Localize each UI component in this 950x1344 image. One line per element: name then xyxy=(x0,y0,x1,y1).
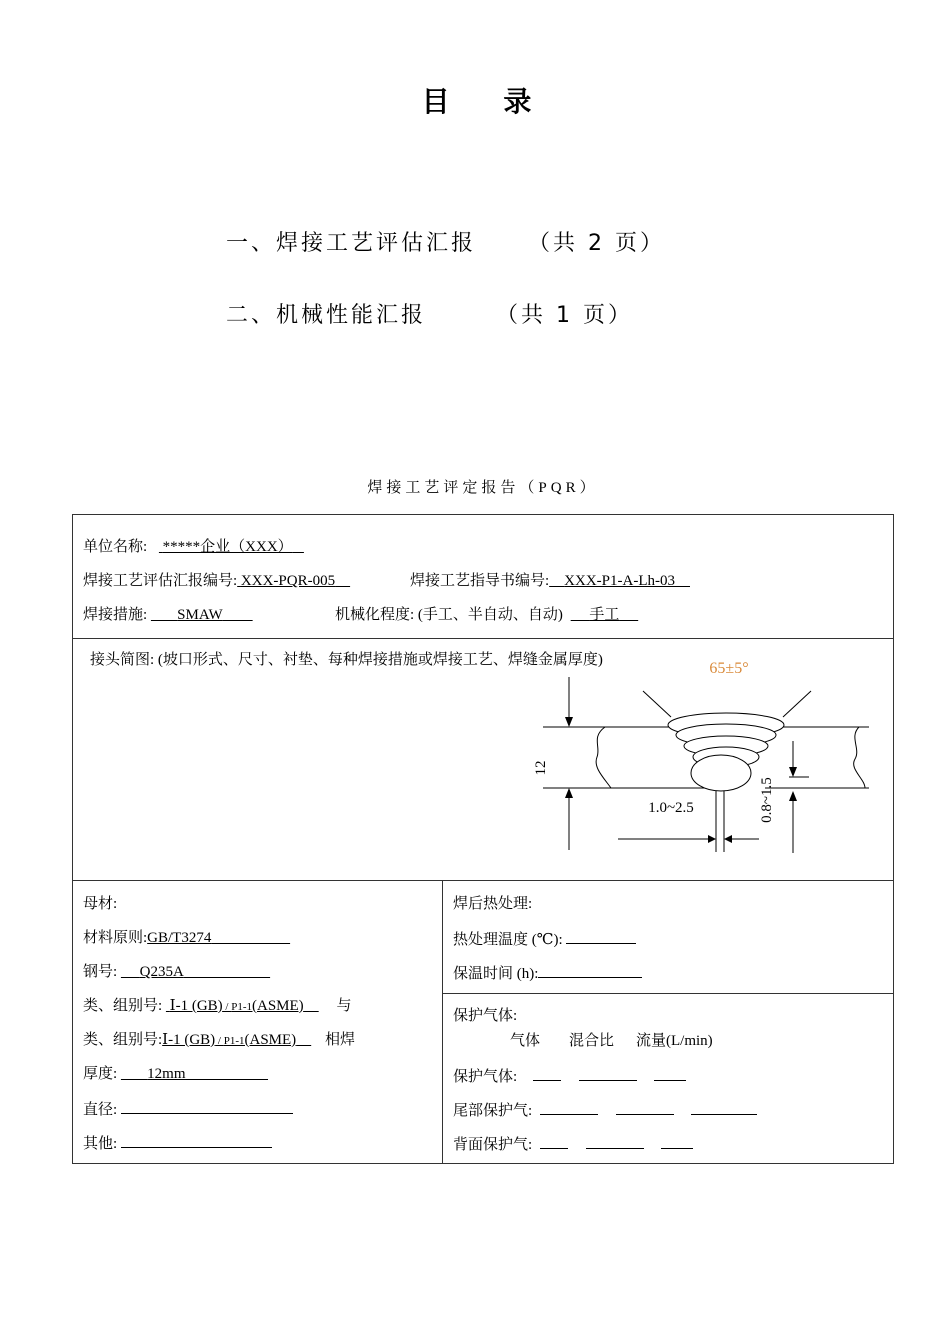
shield-gas-field[interactable] xyxy=(533,1066,561,1081)
base-thickness-label: 厚度: xyxy=(83,1066,118,1082)
base-metal-label: 母材: xyxy=(83,896,118,912)
diameter-row xyxy=(83,1099,293,1119)
trail-flow-field[interactable] xyxy=(691,1100,757,1115)
break-line xyxy=(596,727,611,788)
divider xyxy=(73,638,893,639)
gas-col-ratio: 混合比 xyxy=(569,1033,615,1049)
pwht-time-label: 保温时间 (h): xyxy=(453,966,539,982)
toc-item-1[interactable] xyxy=(226,226,665,257)
group-number-value[interactable]: (ASME) xyxy=(244,1032,297,1048)
pwht-label: 焊后热处理: xyxy=(453,896,533,912)
material-spec-value[interactable]: GB/T3274 xyxy=(147,930,212,946)
toc-title: 目 录 xyxy=(421,85,554,118)
arrow-head xyxy=(565,717,573,727)
weld-pass-root xyxy=(691,755,751,791)
toc-item-label: 二、机械性能汇报 xyxy=(226,303,427,328)
mechanization-row xyxy=(335,606,638,624)
other-field[interactable] xyxy=(121,1133,272,1148)
unit-row xyxy=(83,538,304,556)
unit-label: 单位名称: xyxy=(83,539,148,555)
pwht-temp-row xyxy=(453,929,636,949)
gas-col-gas: 气体 xyxy=(510,1033,541,1049)
group-number-suffix: 与 xyxy=(336,998,352,1014)
arrow-head xyxy=(708,835,716,843)
other-row xyxy=(83,1133,272,1153)
base-thickness-row xyxy=(83,1065,268,1083)
break-line xyxy=(854,727,865,788)
root-face-dimension: 0.8~1.5 xyxy=(759,777,775,823)
shield-ratio-field[interactable] xyxy=(579,1066,637,1081)
back-gas-row xyxy=(453,1134,693,1154)
gas-col-flow: 流量(L/min) xyxy=(636,1033,713,1049)
process-label: 焊接措施: xyxy=(83,607,148,623)
mechanization-value[interactable]: 手工 xyxy=(589,607,620,623)
toc-item-pages: （共 2 页） xyxy=(528,231,665,256)
gas-label: 保护气体: xyxy=(453,1008,518,1024)
back-flow-field[interactable] xyxy=(661,1134,693,1149)
steel-grade-value[interactable]: Q235A xyxy=(139,964,184,980)
arrow-head xyxy=(789,791,797,801)
bevel-line xyxy=(643,691,671,717)
group-number-value[interactable]: Ⅰ-1 (GB) xyxy=(162,1032,216,1048)
arrow-head xyxy=(724,835,732,843)
toc-item-pages: （共 1 页） xyxy=(496,303,633,328)
trail-gas-label: 尾部保护气: xyxy=(453,1103,533,1119)
pwht-temp-field[interactable] xyxy=(566,929,636,944)
divider xyxy=(73,880,893,881)
base-thickness-value[interactable]: 12mm xyxy=(147,1066,186,1082)
group-number-row-1 xyxy=(83,997,351,1016)
group-number-separator: / xyxy=(222,1001,232,1013)
pwht-time-field[interactable] xyxy=(538,963,642,978)
trail-gas-row xyxy=(453,1100,757,1120)
divider xyxy=(442,993,893,994)
pqr-number-value[interactable]: XXX-PQR-005 xyxy=(240,573,336,589)
steel-grade-row xyxy=(83,963,270,981)
bevel-line xyxy=(783,691,811,717)
wps-number-row xyxy=(410,572,690,590)
pqr-table xyxy=(72,514,894,1164)
back-ratio-field[interactable] xyxy=(586,1134,644,1149)
group-number-row-2 xyxy=(83,1031,355,1050)
material-spec-label: 材料原则: xyxy=(83,930,148,946)
group-number-value[interactable]: (ASME) xyxy=(252,998,304,1014)
process-row xyxy=(83,606,253,624)
shield-gas-label: 保护气体: xyxy=(453,1069,518,1085)
group-number-value[interactable]: Ⅰ-1 (GB) xyxy=(169,998,223,1014)
pqr-number-row xyxy=(83,572,350,590)
diameter-field[interactable] xyxy=(121,1099,293,1114)
gap-dimension: 1.0~2.5 xyxy=(648,800,694,816)
trail-gas-field[interactable] xyxy=(540,1100,598,1115)
process-value[interactable]: SMAW xyxy=(177,607,223,623)
shield-flow-field[interactable] xyxy=(654,1066,686,1081)
back-gas-label: 背面保护气: xyxy=(453,1137,533,1153)
toc-item-label: 一、焊接工艺评估汇报 xyxy=(226,231,477,256)
mechanization-label: 机械化程度: (手工、半自动、自动) xyxy=(335,607,563,623)
group-number-value[interactable]: P1-1 xyxy=(231,1001,253,1013)
diameter-label: 直径: xyxy=(83,1102,118,1118)
back-gas-field[interactable] xyxy=(540,1134,568,1149)
other-label: 其他: xyxy=(83,1136,118,1152)
shield-gas-row xyxy=(453,1066,686,1086)
arrow-head xyxy=(789,767,797,777)
group-number-separator: / xyxy=(215,1035,224,1047)
joint-sketch-label: 接头简图: (坡口形式、尺寸、衬垫、每种焊接措施或焊接工艺、焊缝金属厚度) xyxy=(90,652,603,668)
pwht-time-row xyxy=(453,963,642,983)
report-title: 焊接工艺评定报告（PQR） xyxy=(367,480,599,496)
wps-number-label: 焊接工艺指导书编号: xyxy=(410,573,550,589)
steel-grade-label: 钢号: xyxy=(83,964,118,980)
pqr-number-label: 焊接工艺评估汇报编号: xyxy=(83,573,238,589)
group-number-suffix: 相焊 xyxy=(324,1032,355,1048)
thickness-dimension: 12 xyxy=(533,760,549,776)
pwht-temp-label: 热处理温度 (℃): xyxy=(453,932,563,948)
unit-value[interactable]: *****企业（XXX） xyxy=(162,539,293,555)
divider xyxy=(442,880,443,1164)
arrow-head xyxy=(565,788,573,798)
group-number-label: 类、组别号: xyxy=(83,1032,163,1048)
wps-number-value[interactable]: XXX-P1-A-Lh-03 xyxy=(564,573,675,589)
group-number-value[interactable]: P1-1 xyxy=(223,1035,245,1047)
group-number-label: 类、组别号: xyxy=(83,998,163,1014)
material-spec-row xyxy=(83,929,290,947)
joint-diagram xyxy=(513,645,883,880)
toc-item-2[interactable] xyxy=(226,298,633,329)
groove-angle: 65±5° xyxy=(709,660,749,677)
trail-ratio-field[interactable] xyxy=(616,1100,674,1115)
